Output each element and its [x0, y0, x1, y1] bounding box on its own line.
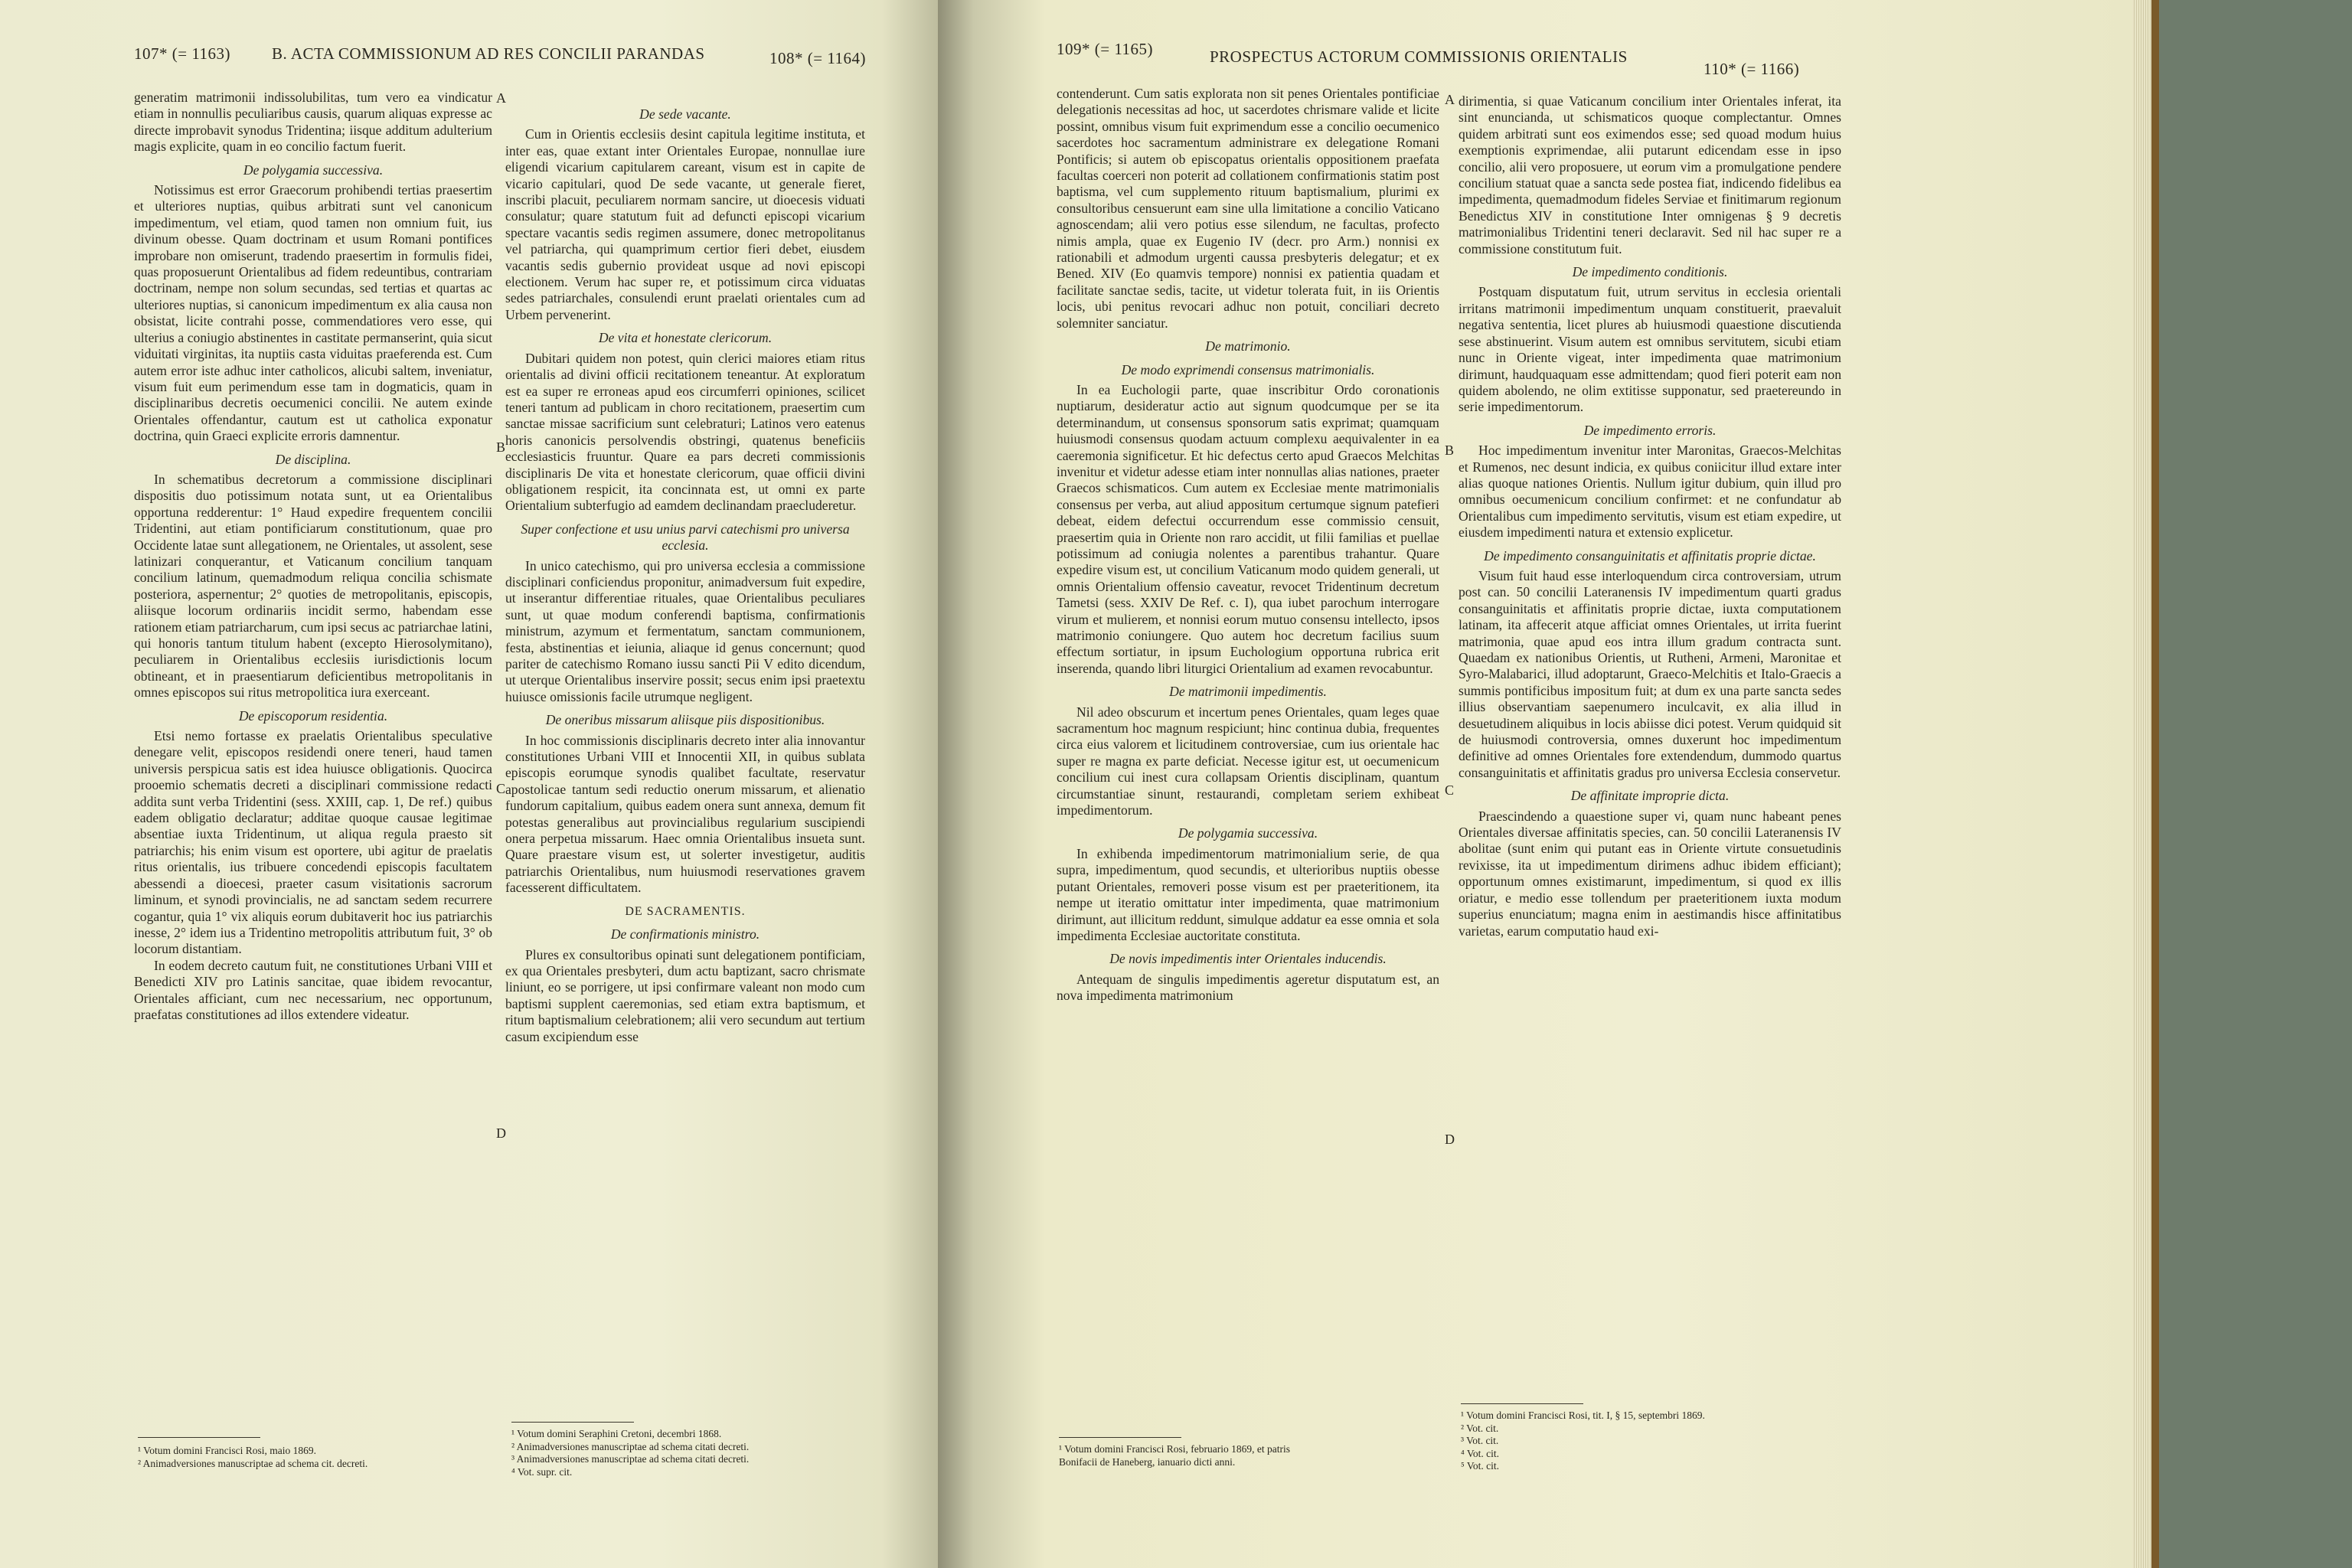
footnote: ¹ Votum domini Francisci Rosi, februario 1869, et patris [1059, 1443, 1291, 1455]
left-column-1 [134, 90, 492, 1023]
background-surface [2159, 0, 2352, 1568]
footnote: ² Animadversiones manuscriptae ad schema citati decreti. [511, 1440, 750, 1452]
section-heading: De matrimonii impedimentis. [1169, 684, 1327, 700]
paragraph: Postquam disputatum fuit, utrum servitus in ecclesia orientali irritans matrimonii impedimentum unquam constituerit, praevaluit negativa sententia, licet plures ab huiusmodi quaestione discutienda sese abstinuerint. Visum autem est omnibus servitutem, sicubi etiam nunc in Oriente vigeat, inter impedimenta quae matrimonium dirimunt, haudquaquam esse admittendam; quod fieri poterit eam non quidem abolendo, ne olim extitisse supponatur, sed praetereundo in serie impedimentorum. [1459, 284, 1841, 415]
paragraph: In schematibus decretorum a commissione disciplinari dispositis duo potissimum notata sunt, ut ea Orientalibus opportuna redderentur: 1° Haud expedire frequentem concilii Tridentini, aut etiam pontificiarum constitutionum, quae pro Occidente latae sunt allegationem, ne Orientales, ut assolent, sese latinizari conquerantur, et Vaticanum concilium tanquam concilium latinum, quemadmodum reliqua concilia schismate posteriora, aspernentur; 2° quoties de metropolitanis, episcopis, aliisque locorum ordinariis incidit sermo, habendam esse rationem etiam patriarcharum, cum ipsi secus ac patriarchae latini, qui honoris tantum titulum habent (excepto Hierosolymitano), peculiarem in Orientalibus ecclesiis iurisdictionis locum obtineant, et in praesentiarum deficientibus metropolitanis in omnes episcopos sui ritus metropolitica iura exerceant. [134, 471, 492, 701]
paragraph: generatim matrimonii indissolubilitas, tum vero ea vindicatur etiam in nonnullis peculiaribus causis, quarum aliquas expresse ac directe improbavit synodus Tridentina; iisque additum adulterium magis explicite, quam in eo concilio factum fuerit. [134, 90, 492, 155]
footnote: ² Animadversiones manuscriptae ad schema cit. decreti. [138, 1457, 368, 1469]
footnote: Bonifacii de Haneberg, ianuario dicti anni. [1059, 1455, 1236, 1468]
paragraph: Cum in Orientis ecclesiis desint capitula legitime instituta, et inter eas, quae extant inter Orientales Europae, nonnullae iure eligendi vicarium capitularem careant, visum est in capite de vicario capitulari, quod De sede vacante, ut generale fieret, inscribi placuit, peculiarem normam sancire, ut dioecesis viduati consulatur; quare statutum fuit ad defuncti episcopi vicarium spectare vacantis sedis regimen assumere, donec metropolitanus vel patriarcha, qui quamprimum certior fieri debet, eiusdem vacantis sedis gubernio provideat usque ad novi episcopi electionem. Verum hac super re, et potissimum circa viduatas sedes patriarchales, consulendi erunt praelati orientales cum ad Urbem pervenerint. [505, 126, 865, 322]
section-heading: De impedimento erroris. [1583, 422, 1717, 438]
margin-marker: D [496, 1125, 506, 1141]
section-heading: Super confectione et usu unius parvi catechismi pro universa ecclesia. [521, 521, 850, 554]
section-heading: De modo exprimendi consensus matrimonialis. [1121, 361, 1375, 377]
footnotes-left-col2 [511, 1428, 749, 1478]
paragraph: Dubitari quidem non potest, quin clerici maiores etiam ritus orientalis ad divini officii recitationem teneantur. At exploratum est ea super re erroneas apud eos circumferri opiniones, scilicet teneri tantum ad publicam in choro recitationem, praesertim cum sanctae missae sacrificium sunt celebraturi; Latinos vero eatenus horis canonicis persolvendis obstringi, quatenus beneficiis ecclesiasticis fruuntur. Quare ea pars decreti commissionis disciplinaris De vita et honestate clericorum, quae officii divini obligationem respicit, ita concinnata est, ut omni ex parte Orientalium subterfugio ad eamdem declinandam praecluderetur. [505, 350, 865, 514]
section-heading: De impedimento conditionis. [1572, 264, 1728, 280]
paragraph: In unico catechismo, qui pro universa ecclesia a commissione disciplinari conficiendus proponitur, animadversum fuit expedire, ut inserantur differentiae rituales, quae Orientalibus peculiares sunt, ut quae modum conferendi baptisma, confirmationis ministrum, azymum et fermentatum, sanctam communionem, festa, abstinentias et ieiunia, aliaque id genus concernunt; quod pariter de catechismo Romano iussu sancti Pii V edito dicendum, ut uterque Orientalibus inservire possit; secus enim ipsi praetextu huiusce omissionis facile utrumque negligent. [505, 557, 865, 704]
paragraph: contenderunt. Cum satis explorata non sit penes Orientales pontificiae delegationis necessitas ad hoc, ut sacerdotes chrismare valide et licite possint, omnibus visum fuit exprimendum esse a concilio oecumenico sacerdotes hoc sacramentum administrare ex delegatione Romani Pontificis; si autem ob episcopatus orientalis oppositionem praefata facultas coerceri non poterit ad collationem confirmationis statim post baptisma, vel cum supplemento rituum baptismalium, plurimi ex consultoribus censuerunt eam sine ulla limitatione a concilio Vaticano agnoscendam; alii vero potius esse silendum, ne facultas, profecto nimis ampla, quae ex Eugenio IV (decr. pro Arm.) nonnisi ex rationabili et admodum urgenti caussa presbyteris delegatur; et ex Bened. XIV (Eo quamvis tempore) nonnisi ex patientia quadam et facilitate sanctae sedis, tacite, ut videtur tolerata fuit, in iis Orientis locis, ubi penitus revocari adhuc non potuit, conciliari decreto solemniter sanciatur. [1057, 86, 1439, 331]
section-heading: De polygamia successiva. [243, 162, 384, 178]
paragraph: dirimentia, si quae Vaticanum concilium inter Orientales inferat, ita sint enuncianda, ut schismaticos quoque complectantur. Omnes quidem arbitrati sunt eos eximendos esse; sed quoad modum huius exemptionis exprimendae, alii putarunt edicendam esse in ipso concilio, alii vero proposuere, ut eorum vim a promulgatione pendere concilium statuat quae a sancta sede postea fiat, indicendo fidelibus ea impedimenta, quemadmodum fideles Serviae et finitimarum regionum Benedictus XIV in constitutione Inter omnigenas § 9 decretis matrimonialibus Tridentini teneri declaravit. Sed nil hac super re a commissione constitutum fuit. [1459, 93, 1841, 256]
footnote-rule [138, 1437, 260, 1438]
paragraph: In ea Euchologii parte, quae inscribitur Ordo coronationis nuptiarum, desideratur actio aut signum quodcumque per se ita determinandum, ut consensus sponsorum satis exprimat; quamquam huiusmodi consensus quodam actuum complexu aequivalenter in ea caeremonia significetur. Et hic defectus certo apud Graecos Melchitas invenitur et videtur adesse etiam inter nonnullas alias nationes, praeter Graecos schismaticos. Cum autem ex Ecclesiae mente matrimonialis consensus per verba, aut aliud appositum certumque signum patefieri debeat, eidem defectui occurrendum esse commissio censuit, praesertim quia in Oriente non raro accidit, ut filii familias et puellae potissimum ad coniugia nolentes a parentibus trahantur. Quare expedire visum est, ut concilium Vaticanum modo quidem generali, ut omnis Orientalium offensio caveatur, revocet Tridentinum decretum Tametsi (sess. XXIV De Ref. c. I), qua iubet parochum interrogare virum et mulierem, et nonnisi eorum mutuo consensu intellecto, ipsos matrimonio coniungere. Quo autem hoc decretum facilius suum effectum sortiatur, in ipsum Euchologium opportuna rubrica erit inserenda, quando libri liturgici Orientalium ad examen revocabuntur. [1057, 381, 1439, 676]
paragraph: In hoc commissionis disciplinaris decreto inter alia innovantur constitutiones Urbani VIII et Innocentii XII, in quibus sublata episcopis eorumque synodis qualibet facultate, reservatur apostolicae tantum sedi reductio onerum missarum, et alienatio fundorum capitalium, quibus eadem onera sunt annexa, demum fit potestas generalibus aut provincialibus regularium suscipiendi onera perpetua missarum. Haec omnia Orientalibus insueta sunt. Quare praestare visum est, ut solerter investigetur, auditis patriarchis Orientalibus, num huiusmodi reservationes gravem facesserent difficultatem. [505, 732, 865, 896]
footnotes-right-col2 [1461, 1410, 1705, 1473]
margin-marker: A [1445, 92, 1455, 107]
footnote: ⁴ Vot. supr. cit. [511, 1465, 573, 1478]
left-running-title: B. ACTA COMMISSIONUM AD RES CONCILII PARANDAS [272, 44, 705, 63]
paragraph: Plures ex consultoribus opinati sunt delegationem pontificiam, ex qua Orientales presbyteri, dum actu baptizant, sacro chrismate liniunt, eo se porrigere, ut ipsi confirmare valeant non modo cum baptismi supplent caeremonias, sed etiam extra baptismum, et ritum baptismalium celebrationem; alii vero secundum aut tertium casum excipiendum esse [505, 946, 865, 1044]
footnotes-right-col1 [1059, 1443, 1290, 1468]
footnote: ² Vot. cit. [1461, 1422, 1499, 1434]
section-heading: De affinitate improprie dicta. [1570, 788, 1730, 804]
footnote: ⁵ Vot. cit. [1461, 1460, 1499, 1472]
footnote: ¹ Votum domini Seraphini Cretoni, decembri 1868. [511, 1428, 722, 1439]
paragraph: Hoc impedimentum invenitur inter Maronitas, Graecos-Melchitas et Rumenos, nec desunt indicia, ex quibus coniicitur illud extare inter alias quoque nationes Orientis. Nullum igitur dubium, quin illud pro omnibus oecumenicum concilium confirmet: et ne confundatur ab Orientalibus cum impedimento servitutis, visum est etiam expedire, ut eiusdem impedimenti natura et extensio explicetur. [1459, 443, 1841, 541]
left-page-number-alt: 108* (= 1164) [769, 49, 867, 67]
section-heading: De vita et honestate clericorum. [598, 330, 773, 346]
paragraph: In eodem decreto cautum fuit, ne constitutiones Urbani VIII et Benedicti XIV pro Latinis sancitae, quae ibidem revocantur, Orientales afficiant, cum nec necessarium, nec opportunum, praefatas constitutiones ad illos extendere videatur. [134, 957, 492, 1022]
section-heading: De episcoporum residentia. [238, 707, 388, 724]
right-column-1 [1057, 86, 1439, 1004]
paragraph: Etsi nemo fortasse ex praelatis Orientalibus speculative denegare velit, episcopos residendi onere teneri, haud tamen universis perspicua satis est idea huiusce obligationis. Quocirca prooemio schematis decreti a disciplinari commissione redacti addita sunt verba Tridentini (sess. XXIII, cap. 1, De ref.) quibus eadem obligatio declaratur; additae quoque causae legitimae absentiae iuxta Tridentinum, ut aliqua regula praesto sit patriarchis; his enim visum est oportere, ubi agitur de praelatis ritus orientalis, ius tribuere concedendi episcopis facultatem abessendi a dioecesi, praeter casum visitationis sacrorum liminum, et synodi provincialis, ne ad sanctam sedem recurrere cogantur, quia 1° vix aliquis eorum dubitaverit hoc ius patriarchis inesse, 2° idem ius a Tridentino metropolitis attributum fuit, 3° ob locorum distantiam. [134, 728, 492, 957]
section-heading: De disciplina. [275, 451, 351, 467]
section-heading: De matrimonio. [1205, 338, 1291, 354]
footnote: ¹ Votum domini Francisci Rosi, maio 1869. [138, 1445, 317, 1456]
paragraph: In exhibenda impedimentorum matrimonialium serie, de qua supra, impedimentum, quod secundis, et ulterioribus nuptiis obesse putant Orientales, removeri posse visum est per praeteritionem, ita nempe ut iteratio omittatur inter impedimenta, quae matrimonium dirimunt, aut illicitum reddunt, simulque addatur ea esse omnia et sola impedimenta Ecclesiae auctoritate constituta. [1057, 845, 1439, 943]
footnote: ⁴ Vot. cit. [1461, 1447, 1499, 1459]
margin-marker: B [1445, 443, 1455, 458]
paragraph: Antequam de singulis impedimentis ageretur disputatum est, an nova impedimenta matrimonium [1057, 971, 1439, 1004]
book-binding-edge [2151, 0, 2159, 1568]
paragraph: Praescindendo a quaestione super vi, quam nunc habeant penes Orientales diversae affinitatis species, can. 50 concilii Lateranensis IV abolitae (sunt enim qui putant eas in Oriente virtute consuetudinis revixisse, ita ut impedimentum dirimens adhuc ibidem efficiant); opportunum omnes existimarunt, impedimentum, si quod ex illis oriatur, e medio esse tollendum per praeteritionem iuxta modum superius enunciatum; magna enim in aestimandis hisce affinitatibus varietas, earum computatio haud exi- [1459, 808, 1841, 939]
footnote-rule [1059, 1437, 1181, 1438]
section-heading: De sede vacante. [639, 106, 731, 122]
footnote: ³ Animadversiones manuscriptae ad schema citati decreti. [511, 1453, 750, 1465]
margin-marker: C [1445, 782, 1455, 798]
section-heading: De novis impedimentis inter Orientales inducendis. [1109, 951, 1387, 967]
margin-marker: D [1445, 1132, 1455, 1147]
right-running-title: PROSPECTUS ACTORUM COMMISSIONIS ORIENTALIS [1210, 47, 1628, 66]
paragraph: Nil adeo obscurum et incertum penes Orientales, quam leges quae sacramentum hoc magnum respiciunt; hinc continua dubia, frequentes circa eius valorem et licitudinem controversiae, cum ius orientale hac super re magna ex parte deficiat. Necesse igitur est, ut oecumenicum concilium cui inest cura collapsam Orientis disciplinam, quantum circumstantiae sinunt, restaurandi, completam seriem exhibeat impedimentorum. [1057, 704, 1439, 818]
section-heading: De polygamia successiva. [1178, 825, 1318, 841]
margin-marker: A [496, 90, 506, 106]
paragraph: Visum fuit haud esse interloquendum circa controversiam, utrum post can. 50 concilii Lateranensis IV impedimentum quarti gradus consanguinitatis et affinitatis proprie dictae, iuxta computationem latinam, ita affecerit atque afficiat omnes Orientales, ut irrita fuerint matrimonia, quae apud eos intra illum gradum contracta sunt. Quaedam ex nationibus Orientis, ut Rutheni, Armeni, Maronitae et Syro-Malabarici, illud adoptarunt, Graeco-Melchitis et Italo-Graecis a summis pontificibus impositum fuit; at dum ex una parte sancta sedes illius observantiam saepenumero inculcavit, ex alia illud in desuetudinem aliquibus in locis abiisse dici potest. Verum quidquid sit de huiusmodi controversia, omnes duxerunt hoc impedimentum definitive ad omnes Orientales fore extendendum, dummodo quartus consanguinitatis et affinitatis gradus pro universa Ecclesia conservetur. [1459, 567, 1841, 780]
right-column-2 [1459, 93, 1841, 939]
section-heading: De impedimento consanguinitatis et affinitatis proprie dictae. [1484, 547, 1816, 564]
margin-marker: C [496, 781, 506, 796]
left-column-2 [505, 100, 865, 1045]
left-page [0, 0, 938, 1568]
section-heading: De confirmationis ministro. [610, 926, 760, 942]
margin-marker: B [496, 439, 506, 455]
section-heading: De oneribus missarum aliisque piis dispositionibus. [545, 712, 825, 728]
section-heading: DE SACRAMENTIS. [625, 904, 746, 918]
footnotes-left-col1 [138, 1445, 368, 1470]
left-page-number: 107* (= 1163) [134, 44, 231, 63]
footnote: ³ Vot. cit. [1461, 1435, 1499, 1446]
footnote: ¹ Votum domini Francisci Rosi, tit. I, § 15, septembri 1869. [1461, 1410, 1705, 1421]
page-edges [2132, 0, 2151, 1568]
paragraph: Notissimus est error Graecorum prohibendi tertias praesertim et ulteriores nuptias, quibus arbitrati sunt vel canonicum impedimentum, vel etiam, quod tamen non omnium fuit, ius divinum obesse. Quam doctrinam et usum Romani pontifices improbare non omiserunt, tradendo praesertim in formulis fidei, quas proposuerunt Orientalibus ad fidem redeuntibus, contrariam doctrinam, nempe non solum secundas, sed tertias et quartas ac ulteriores nuptias, si canonicum impedimentum ex alia causa non obsistat, licite contrahi posse, commendatiores vero esse, qui ulterius a coniugio abstinentes in castitate permanserint, quia sicut viduitati virginitas, ita nuptiis casta viduitas praeferenda est. Cum autem error iste adhuc inter catholicos, alicubi saltem, inveniatur, visum fuit eum perimendum esse tam in dogmaticis, quam in disciplinaribus decretis oecumenici concilii. Ne autem exinde Orientales offendantur, cautum est ut catholica exponatur doctrina, quin Graeci explicite erroris damnentur. [134, 182, 492, 444]
right-page-number-alt: 110* (= 1166) [1704, 60, 1800, 78]
right-page-number: 109* (= 1165) [1057, 40, 1154, 58]
footnote-rule [511, 1422, 634, 1423]
footnote-rule [1461, 1403, 1583, 1404]
right-page [938, 0, 2132, 1568]
